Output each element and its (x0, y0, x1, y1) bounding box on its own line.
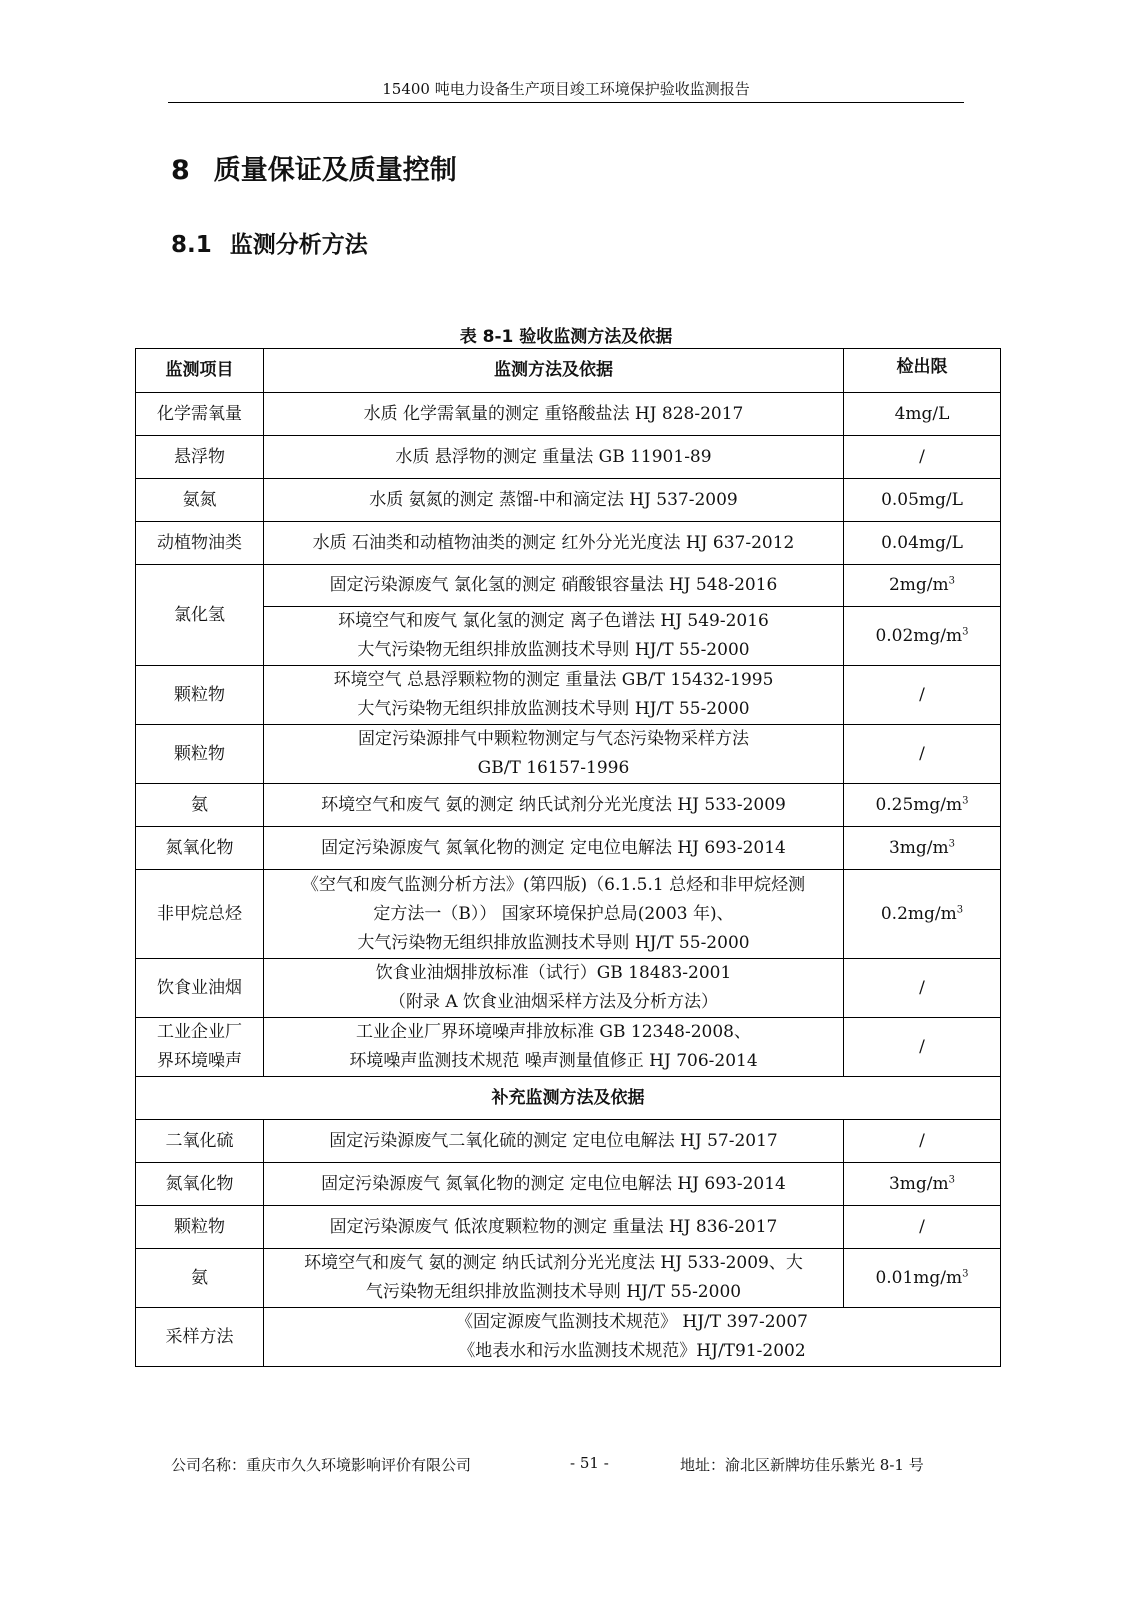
limit-cell (844, 827, 1001, 870)
method-cell (264, 827, 844, 870)
supplement-label: 补充监测方法及依据 (136, 1077, 1001, 1120)
method-line: 《空气和废气监测分析方法》(第四版)（6.1.5.1 总烃和非甲烷烃测 (301, 874, 806, 895)
item-cell: 采样方法 (136, 1308, 264, 1367)
table-row (136, 1018, 1001, 1077)
limit-cell (844, 784, 1001, 827)
table-row (136, 784, 1001, 827)
item-cell: 氨 (136, 1249, 264, 1308)
limit-value: 0.04mg/L (881, 532, 963, 553)
limit-value: / (919, 684, 925, 705)
limit-cell (844, 1206, 1001, 1249)
method-cell (264, 393, 844, 436)
limit-cell (844, 959, 1001, 1018)
method-line: 饮食业油烟排放标准（试行）GB 18483-2001 (375, 963, 732, 983)
method-line: 水质 石油类和动植物油类的测定 红外分光光度法 HJ 637-2012 (312, 532, 795, 553)
table-row (136, 725, 1001, 784)
method-line: 气污染物无组织排放监测技术导则 HJ/T 55-2000 (365, 1282, 742, 1302)
limit-unit-exponent: 3 (956, 903, 964, 915)
limit-value: 4mg/L (894, 403, 950, 424)
limit-cell (844, 1120, 1001, 1163)
limit-value: / (919, 1130, 925, 1151)
sampling-row (136, 1308, 1001, 1367)
chapter-number: 8 (171, 155, 190, 186)
method-line: 大气污染物无组织排放监测技术导则 HJ/T 55-2000 (357, 640, 750, 660)
limit-cell (844, 565, 1001, 607)
table-row (136, 959, 1001, 1018)
method-line: 固定污染源排气中颗粒物测定与气态污染物采样方法 (358, 729, 749, 749)
method-cell (264, 436, 844, 479)
limit-cell (844, 522, 1001, 565)
item-cell: 饮食业油烟 (136, 959, 264, 1018)
method-cell (264, 870, 844, 959)
item-cell: 氮氧化物 (136, 1163, 264, 1206)
item-cell: 化学需氧量 (136, 393, 264, 436)
section-heading (171, 226, 368, 259)
running-header: 15400 吨电力设备生产项目竣工环境保护验收监测报告 (168, 78, 964, 103)
method-cell (264, 666, 844, 725)
limit-unit-exponent: 3 (962, 794, 969, 806)
method-cell (264, 725, 844, 784)
table-row (136, 1249, 1001, 1308)
limit-value: 0.02mg/m (875, 625, 963, 646)
limit-cell (844, 607, 1001, 666)
method-line: 《固定源废气监测技术规范》 HJ/T 397-2007 (456, 1312, 808, 1332)
footer-address: 地址：渝北区新牌坊佳乐紫光 8-1 号 (680, 1456, 924, 1474)
table-row (136, 827, 1001, 870)
method-line: 固定污染源废气 氯化氢的测定 硝酸银容量法 HJ 548-2016 (329, 575, 778, 595)
method-cell (264, 565, 844, 607)
table-row (136, 666, 1001, 725)
limit-cell (844, 1249, 1001, 1308)
header-method: 监测方法及依据 (264, 349, 844, 393)
method-cell (264, 1018, 844, 1077)
item-cell: 氨 (136, 784, 264, 827)
limit-cell (844, 1163, 1001, 1206)
table-row (136, 565, 1001, 607)
method-line: 水质 化学需氧量的测定 重铬酸盐法 HJ 828-2017 (363, 403, 744, 424)
table-row (136, 479, 1001, 522)
method-cell (264, 1249, 844, 1308)
limit-value: / (919, 977, 925, 998)
chapter-heading (171, 148, 457, 187)
method-line: 定方法一（B）） 国家环境保护总局(2003 年)、 (373, 903, 734, 924)
table-row (136, 522, 1001, 565)
method-cell (264, 784, 844, 827)
limit-cell (844, 393, 1001, 436)
limit-value: / (919, 1216, 925, 1237)
item-cell: 二氧化硫 (136, 1120, 264, 1163)
supplement-header-row (136, 1077, 1001, 1120)
table-row (136, 1163, 1001, 1206)
limit-value: 0.01mg/m (875, 1267, 963, 1288)
table-row (136, 436, 1001, 479)
limit-value: 0.05mg/L (881, 489, 963, 510)
method-line: 固定污染源废气二氧化硫的测定 定电位电解法 HJ 57-2017 (329, 1130, 778, 1151)
section-title: 监测分析方法 (229, 232, 368, 258)
item-cell: 颗粒物 (136, 1206, 264, 1249)
limit-cell (844, 666, 1001, 725)
method-line: 水质 氨氮的测定 蒸馏-中和滴定法 HJ 537-2009 (369, 489, 738, 510)
method-line: 环境空气和废气 氨的测定 纳氏试剂分光光度法 HJ 533-2009、大 (304, 1253, 803, 1273)
limit-unit-exponent: 3 (948, 575, 956, 587)
item-cell: 颗粒物 (136, 725, 264, 784)
method-line: 大气污染物无组织排放监测技术导则 HJ/T 55-2000 (357, 932, 750, 953)
footer-company: 公司名称：重庆市久久环境影响评价有限公司 (171, 1456, 472, 1474)
limit-value: / (919, 446, 925, 467)
table-row (136, 393, 1001, 436)
section-number: 8.1 (171, 232, 212, 258)
limit-value: 0.25mg/m (875, 794, 963, 815)
limit-value: 3mg/m (888, 1173, 949, 1194)
item-cell: 悬浮物 (136, 436, 264, 479)
table-row (136, 1120, 1001, 1163)
limit-unit-exponent: 3 (962, 1267, 969, 1279)
method-line: 固定污染源废气 氮氧化物的测定 定电位电解法 HJ 693-2014 (321, 837, 786, 858)
method-line: 《地表水和污水监测技术规范》HJ/T91-2002 (458, 1341, 806, 1361)
method-cell (264, 479, 844, 522)
method-cell (264, 1120, 844, 1163)
item-cell: 颗粒物 (136, 666, 264, 725)
method-line: （附录 A 饮食业油烟采样方法及分析方法） (388, 992, 719, 1012)
item-cell: 氯化氢 (136, 565, 264, 666)
table-row (136, 607, 1001, 666)
methods-table (135, 348, 1001, 1367)
table-caption: 表 8-1 验收监测方法及依据 (459, 327, 673, 347)
method-line: 固定污染源废气 氮氧化物的测定 定电位电解法 HJ 693-2014 (321, 1173, 786, 1194)
limit-value: 0.2mg/m (880, 903, 957, 924)
item-cell: 非甲烷总烃 (136, 870, 264, 959)
item-cell (136, 1018, 264, 1077)
method-line: 固定污染源废气 低浓度颗粒物的测定 重量法 HJ 836-2017 (329, 1216, 778, 1237)
method-line: 大气污染物无组织排放监测技术导则 HJ/T 55-2000 (357, 699, 750, 719)
limit-value: 2mg/m (888, 575, 949, 595)
method-line: 环境噪声监测技术规范 噪声测量值修正 HJ 706-2014 (349, 1051, 758, 1071)
table-row (136, 1206, 1001, 1249)
method-cell (264, 1206, 844, 1249)
limit-cell (844, 870, 1001, 959)
limit-unit-exponent: 3 (962, 625, 969, 637)
method-line: 环境空气和废气 氨的测定 纳氏试剂分光光度法 HJ 533-2009 (321, 794, 786, 815)
method-line: 环境空气 总悬浮颗粒物的测定 重量法 GB/T 15432-1995 (333, 670, 774, 690)
method-line: 环境空气和废气 氯化氢的测定 离子色谱法 HJ 549-2016 (338, 611, 769, 631)
header-limit: 检出限 (844, 349, 1001, 393)
table-row (136, 870, 1001, 959)
method-line: 水质 悬浮物的测定 重量法 GB 11901-89 (395, 446, 712, 467)
method-line: GB/T 16157-1996 (477, 758, 630, 778)
item-cell: 氨氮 (136, 479, 264, 522)
item-cell: 氮氧化物 (136, 827, 264, 870)
method-cell (264, 607, 844, 666)
method-cell (264, 1163, 844, 1206)
limit-unit-exponent: 3 (948, 837, 956, 849)
limit-unit-exponent: 3 (948, 1173, 956, 1185)
footer-page-number: - 51 - (570, 1454, 609, 1472)
method-cell (264, 522, 844, 565)
header-item: 监测项目 (136, 349, 264, 393)
limit-value: / (919, 1036, 925, 1057)
item-cell: 动植物油类 (136, 522, 264, 565)
limit-cell (844, 725, 1001, 784)
limit-cell (844, 479, 1001, 522)
item-line: 界环境噪声 (157, 1051, 242, 1071)
method-cell (264, 959, 844, 1018)
limit-value: 3mg/m (888, 837, 949, 858)
limit-value: / (919, 743, 925, 764)
table-header-row (136, 349, 1001, 393)
limit-cell (844, 436, 1001, 479)
sampling-method-cell (264, 1308, 1001, 1367)
item-line: 工业企业厂 (157, 1022, 242, 1042)
chapter-title: 质量保证及质量控制 (213, 155, 457, 186)
limit-cell (844, 1018, 1001, 1077)
method-line: 工业企业厂界环境噪声排放标准 GB 12348-2008、 (356, 1022, 751, 1042)
